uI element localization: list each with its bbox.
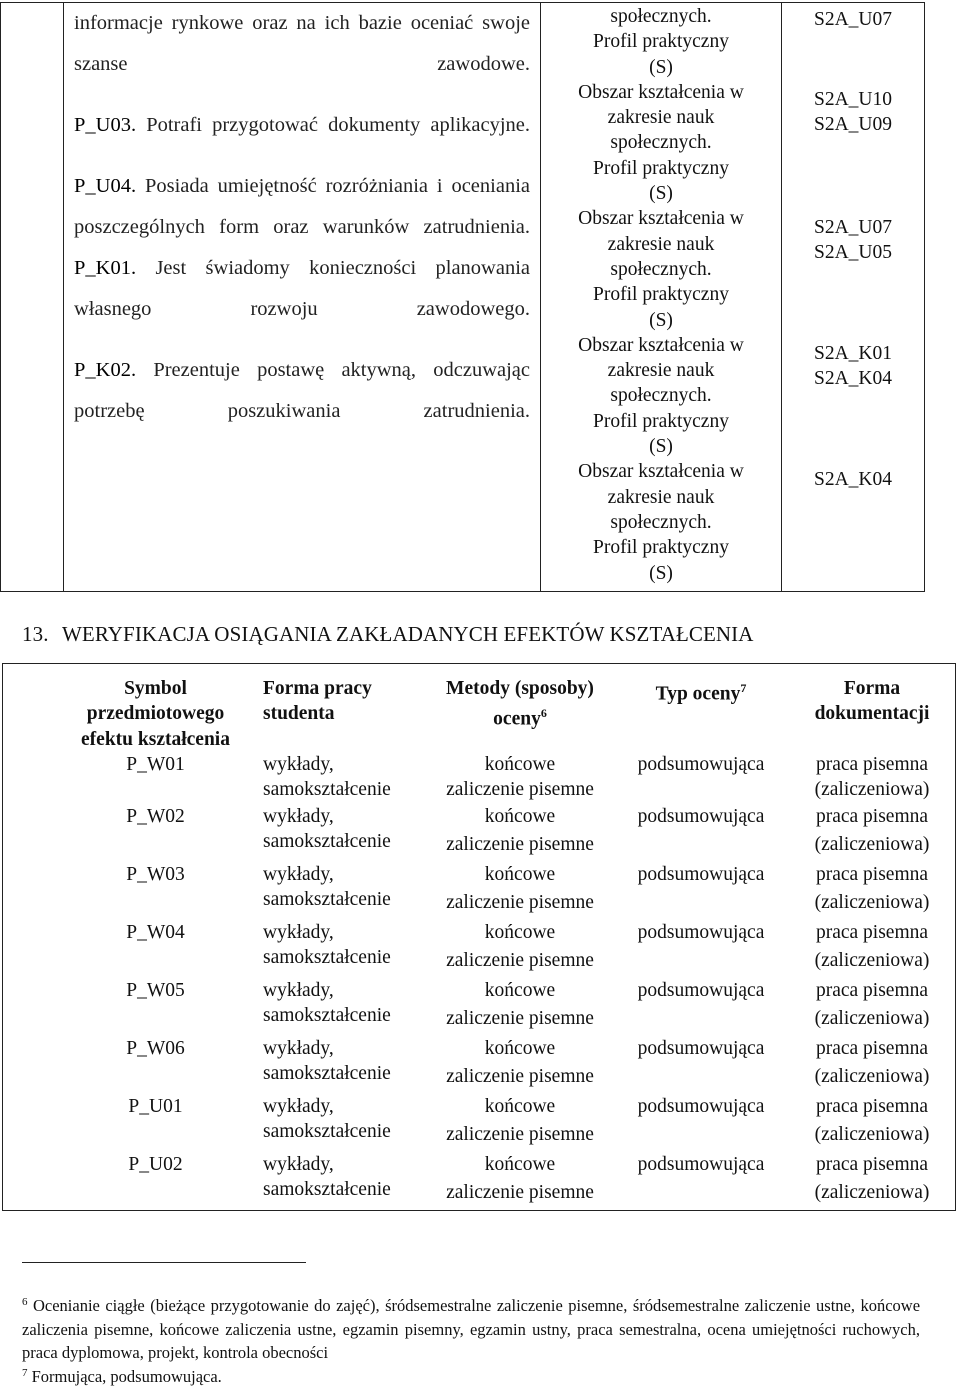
typ-cell: podsumowująca xyxy=(637,754,765,775)
column-header xyxy=(615,676,787,707)
verification-table xyxy=(2,663,956,1211)
typ-cell: podsumowująca xyxy=(637,922,765,943)
footnote-number: 7 xyxy=(22,1367,28,1379)
metody-cell xyxy=(435,920,605,974)
header-line: Metody (sposoby) xyxy=(446,678,594,699)
dok-cell xyxy=(793,804,951,858)
dok-cell xyxy=(793,1152,951,1206)
header-line: przedmiotowego xyxy=(86,703,225,725)
metody-cell xyxy=(435,1152,605,1206)
mapping-code: S2A_U10 xyxy=(813,89,892,110)
dok-line: praca pisemna xyxy=(815,1154,929,1175)
symbol-cell: P_W06 xyxy=(126,1038,185,1059)
area-line: Profil praktyczny xyxy=(593,284,729,306)
area-line: (S) xyxy=(649,309,673,331)
dok-line: praca pisemna xyxy=(815,864,929,885)
effect-code: P_U04. xyxy=(74,175,137,197)
dok-line: praca pisemna xyxy=(815,1038,929,1059)
dok-line: praca pisemna xyxy=(815,1096,929,1117)
area-line: Profil praktyczny xyxy=(593,31,729,53)
area-line: (S) xyxy=(649,183,673,205)
area-line: społecznych. xyxy=(610,6,712,27)
mapping-code: S2A_U05 xyxy=(813,242,892,264)
forma-line: samokształcenie xyxy=(263,831,391,853)
area-line: Obszar kształcenia w xyxy=(578,208,744,230)
mapping-code: S2A_K01 xyxy=(813,343,892,364)
dok-line: (zaliczeniowa) xyxy=(814,1066,930,1088)
dok-cell xyxy=(793,920,951,974)
effects-list xyxy=(64,3,540,432)
area-line: Obszar kształcenia w xyxy=(578,81,744,103)
area-line: zakresie nauk xyxy=(607,107,715,129)
symbol-cell: P_U01 xyxy=(128,1096,183,1117)
mapping-code: S2A_U07 xyxy=(813,9,892,30)
effect-paragraph xyxy=(74,105,530,146)
forma-cell xyxy=(263,978,433,1029)
mapping-code: S2A_K04 xyxy=(813,469,892,490)
section-13-title xyxy=(22,622,754,647)
header-line: dokumentacji xyxy=(814,703,930,725)
metody-line: końcowe xyxy=(484,806,556,827)
dok-cell xyxy=(793,752,951,803)
typ-cell: podsumowująca xyxy=(637,980,765,1001)
forma-line: samokształcenie xyxy=(263,1063,391,1085)
dok-line: (zaliczeniowa) xyxy=(814,1182,930,1204)
typ-cell: podsumowująca xyxy=(637,1154,765,1175)
symbol-cell: P_W01 xyxy=(126,754,185,775)
dok-line: (zaliczeniowa) xyxy=(814,1124,930,1146)
metody-line: zaliczenie pisemne xyxy=(446,1124,594,1146)
metody-line: końcowe xyxy=(484,864,556,885)
metody-line: końcowe xyxy=(484,1154,556,1175)
effect-text-wrap xyxy=(74,12,530,75)
forma-line: wykłady, xyxy=(263,922,334,943)
header-line xyxy=(435,701,605,732)
mapping-group xyxy=(782,341,924,392)
metody-line: zaliczenie pisemne xyxy=(446,1182,594,1204)
dok-line: (zaliczeniowa) xyxy=(814,1008,930,1030)
symbol-cell: P_W02 xyxy=(126,806,185,827)
metody-cell xyxy=(435,804,605,858)
dok-line: praca pisemna xyxy=(815,922,929,943)
area-line: zakresie nauk xyxy=(607,486,715,508)
metody-line: końcowe xyxy=(484,754,556,775)
area-line: społecznych. xyxy=(610,511,712,533)
forma-line: wykłady, xyxy=(263,1038,334,1059)
header-line xyxy=(615,676,787,707)
forma-cell xyxy=(263,752,433,803)
forma-line: wykłady, xyxy=(263,1096,334,1117)
effect-text: Prezentuje postawę aktywną, odczuwając potrzebę poszukiwania zatrudnienia. xyxy=(74,359,531,422)
forma-line: wykłady, xyxy=(263,864,334,885)
forma-line: samokształcenie xyxy=(263,1005,391,1027)
forma-cell xyxy=(263,862,433,913)
typ-cell: podsumowująca xyxy=(637,1038,765,1059)
effect-paragraph xyxy=(74,3,530,85)
effect-text-wrap xyxy=(74,175,530,238)
effect-text-wrap xyxy=(74,257,530,320)
area-line: społecznych. xyxy=(610,132,712,154)
area-line: zakresie nauk xyxy=(607,233,715,255)
header-line: Symbol xyxy=(124,678,187,699)
footnote-7 xyxy=(22,1365,920,1389)
forma-line: wykłady, xyxy=(263,806,334,827)
area-line: Profil praktyczny xyxy=(593,537,729,559)
dok-line: praca pisemna xyxy=(815,806,929,827)
metody-cell xyxy=(435,1094,605,1148)
dok-line: praca pisemna xyxy=(815,980,929,1001)
header-line: Forma xyxy=(843,678,901,699)
forma-cell xyxy=(263,920,433,971)
forma-cell xyxy=(263,1152,433,1203)
effect-text-wrap xyxy=(74,114,530,136)
footnote-number: 6 xyxy=(22,1296,28,1308)
area-line: Profil praktyczny xyxy=(593,157,729,179)
effect-text: Jest świadomy konieczności planowania własnego rozwoju zawodowego. xyxy=(74,257,530,320)
mapping-group xyxy=(782,215,924,266)
dok-line: (zaliczeniowa) xyxy=(814,779,930,801)
dok-cell xyxy=(793,862,951,916)
column-header xyxy=(793,676,951,727)
dok-cell xyxy=(793,978,951,1032)
metody-cell xyxy=(435,1036,605,1090)
effect-paragraph xyxy=(74,166,530,248)
header-text: Typ oceny xyxy=(655,683,741,705)
metody-line: końcowe xyxy=(484,980,556,1001)
effects-cell xyxy=(64,3,541,592)
effect-text: Posiada umiejętność rozróżniania i oceniania poszczególnych form oraz warunków zatrudnienia. xyxy=(74,175,530,238)
metody-line: zaliczenie pisemne xyxy=(446,779,594,801)
mapping-group xyxy=(782,7,924,32)
area-line: zakresie nauk xyxy=(607,360,715,382)
mapping-code: S2A_U07 xyxy=(813,217,892,238)
mapping-code: S2A_U09 xyxy=(813,114,892,136)
typ-cell: podsumowująca xyxy=(637,806,765,827)
effect-paragraph xyxy=(74,350,530,432)
dok-line: (zaliczeniowa) xyxy=(814,892,930,914)
dok-cell xyxy=(793,1036,951,1090)
mapping-code: S2A_K04 xyxy=(813,368,892,390)
column-header xyxy=(263,676,433,727)
area-line: społecznych. xyxy=(610,385,712,407)
mapping-group xyxy=(782,87,924,138)
forma-cell xyxy=(263,1036,433,1087)
effect-text: informacje rynkowe oraz na ich bazie oceniać swoje szanse zawodowe. xyxy=(74,12,530,75)
dok-line: praca pisemna xyxy=(815,754,929,775)
metody-line: końcowe xyxy=(484,1096,556,1117)
dok-line: (zaliczeniowa) xyxy=(814,950,930,972)
metody-line: zaliczenie pisemne xyxy=(446,892,594,914)
column-header xyxy=(435,676,605,732)
footnote-ref: 6 xyxy=(540,706,547,721)
forma-line: samokształcenie xyxy=(263,889,391,911)
effect-code: P_K01. xyxy=(74,257,137,279)
header-line: efektu kształcenia xyxy=(81,728,230,750)
area-line: Obszar kształcenia w xyxy=(578,461,744,483)
footnote-6 xyxy=(22,1294,920,1365)
empty-column-cell xyxy=(1,3,64,592)
mapping-cell xyxy=(782,3,925,592)
footnote-separator xyxy=(22,1262,306,1263)
dok-cell xyxy=(793,1094,951,1148)
mapping-group xyxy=(782,467,924,492)
column-header xyxy=(63,676,248,752)
metody-line: końcowe xyxy=(484,1038,556,1059)
forma-line: samokształcenie xyxy=(263,779,391,801)
effect-paragraph xyxy=(74,248,530,330)
header-text: oceny xyxy=(493,708,541,730)
metody-line: zaliczenie pisemne xyxy=(446,834,594,856)
forma-line: wykłady, xyxy=(263,980,334,1001)
metody-cell xyxy=(435,862,605,916)
footnote-ref: 7 xyxy=(740,681,747,695)
area-line: społecznych. xyxy=(610,258,712,280)
typ-cell: podsumowująca xyxy=(637,1096,765,1117)
forma-line: wykłady, xyxy=(263,1154,334,1175)
effects-table xyxy=(0,2,925,592)
metody-line: zaliczenie pisemne xyxy=(446,1008,594,1030)
metody-cell xyxy=(435,978,605,1032)
section-number: 13. xyxy=(22,622,49,646)
forma-line: samokształcenie xyxy=(263,1121,391,1143)
section-title-text: WERYFIKACJA OSIĄGANIA ZAKŁADANYCH EFEKTÓW KSZTAŁCENIA xyxy=(62,622,754,646)
symbol-cell: P_W04 xyxy=(126,922,185,943)
symbol-cell: P_U02 xyxy=(128,1154,183,1175)
forma-cell xyxy=(263,1094,433,1145)
area-list xyxy=(541,3,781,586)
forma-line: samokształcenie xyxy=(263,1179,391,1201)
effect-code: P_K02. xyxy=(74,359,137,381)
header-line: studenta xyxy=(263,703,335,725)
effect-text: Potrafi przygotować dokumenty aplikacyjne. xyxy=(146,114,531,136)
effect-code: P_U03. xyxy=(74,114,137,136)
forma-line: samokształcenie xyxy=(263,947,391,969)
area-line: Obszar kształcenia w xyxy=(578,334,744,356)
metody-line: końcowe xyxy=(484,922,556,943)
area-line: (S) xyxy=(649,562,673,584)
symbol-cell: P_W05 xyxy=(126,980,185,1001)
forma-cell xyxy=(263,804,433,855)
area-line: (S) xyxy=(649,436,673,458)
metody-line: zaliczenie pisemne xyxy=(446,1066,594,1088)
footnote-text: Formująca, podsumowująca. xyxy=(31,1367,222,1386)
dok-line: (zaliczeniowa) xyxy=(814,834,930,856)
footnote-text: Ocenianie ciągłe (bieżące przygotowanie do zajęć), śródsemestralne zaliczenie pisemne, śródsemestralne zaliczenie ustne, końcowe zaliczenia pisemne, końcowe zaliczenia ustne, egzamin pisemny, egzamin ustny, praca semestralna, ocena umiejętności ruchowych, praca dyplomowa, projekt, kontrola obecności xyxy=(22,1296,921,1362)
typ-cell: podsumowująca xyxy=(637,864,765,885)
forma-line: wykłady, xyxy=(263,754,334,775)
area-line: Profil praktyczny xyxy=(593,410,729,432)
effect-text-wrap xyxy=(74,359,530,422)
metody-line: zaliczenie pisemne xyxy=(446,950,594,972)
symbol-cell: P_W03 xyxy=(126,864,185,885)
area-line: (S) xyxy=(649,56,673,78)
header-line: Forma pracy xyxy=(263,678,372,699)
metody-cell xyxy=(435,752,605,803)
area-cell xyxy=(541,3,782,592)
